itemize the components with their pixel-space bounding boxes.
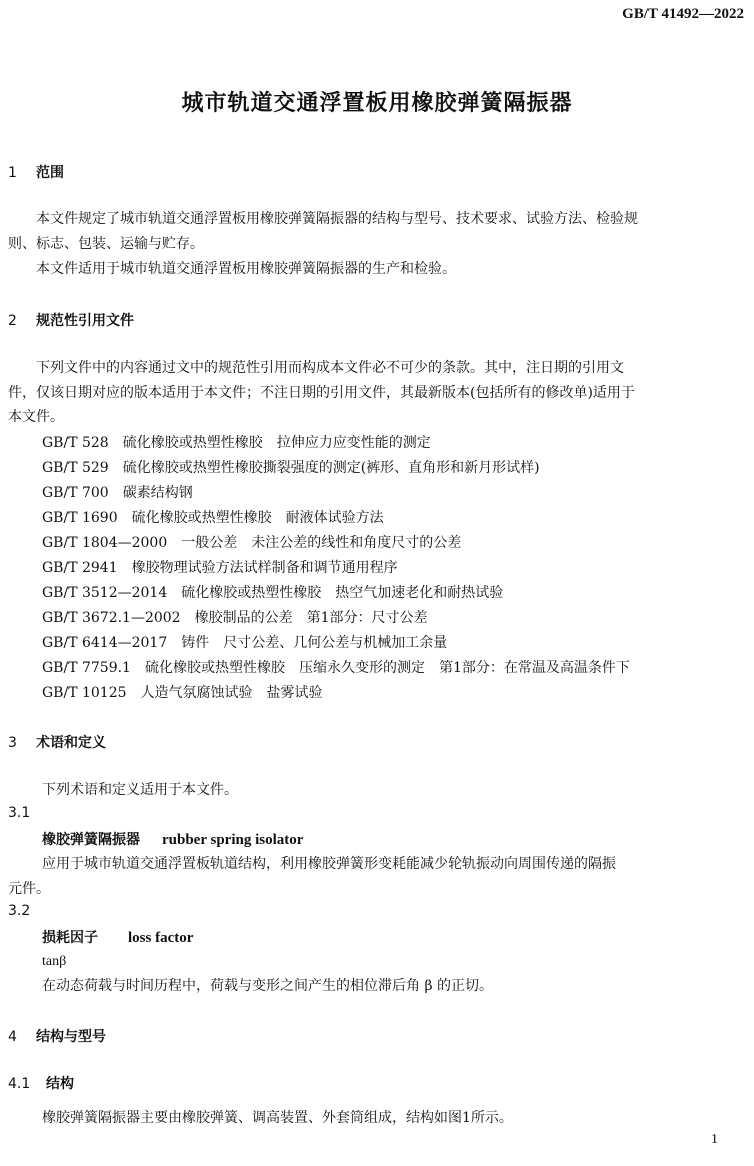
term-zh: 橡胶弹簧隔振器 <box>42 832 140 848</box>
section-title: 结构与型号 <box>36 1029 106 1045</box>
reference-item: GB/T 529 硫化橡胶或热塑性橡胶撕裂强度的测定(裤形、直角形和新月形试样) <box>42 460 540 476</box>
term-symbol: tanβ <box>42 954 67 969</box>
section-number: 1 <box>8 165 17 181</box>
page-number: 1 <box>711 1132 718 1147</box>
section-title: 规范性引用文件 <box>36 313 134 329</box>
reference-item: GB/T 2941 橡胶物理试验方法试样制备和调节通用程序 <box>42 560 398 576</box>
term-number: 3.1 <box>8 805 31 821</box>
reference-item: GB/T 7759.1 硫化橡胶或热塑性橡胶 压缩永久变形的测定 第1部分：在常温及高温条件下 <box>42 660 630 676</box>
paragraph: 下列术语和定义适用于本文件。 <box>42 782 238 798</box>
paragraph: 本文件规定了城市轨道交通浮置板用橡胶弹簧隔振器的结构与型号、技术要求、试验方法、检验规 <box>36 211 638 227</box>
definition: 在动态荷载与时间历程中，荷载与变形之间产生的相位滞后角 β 的正切。 <box>42 978 493 994</box>
paragraph: 则、标志、包装、运输与贮存。 <box>8 236 204 252</box>
section-4-heading <box>8 1026 106 1046</box>
section-title: 术语和定义 <box>36 735 106 751</box>
subsection-title: 结构 <box>46 1076 74 1092</box>
section-2-heading <box>8 310 134 330</box>
reference-item: GB/T 528 硫化橡胶或热塑性橡胶 拉伸应力应变性能的测定 <box>42 435 431 451</box>
reference-item: GB/T 10125 人造气氛腐蚀试验 盐雾试验 <box>42 685 323 701</box>
term-en: rubber spring isolator <box>162 832 304 848</box>
section-number: 4 <box>8 1029 17 1045</box>
definition: 应用于城市轨道交通浮置板轨道结构，利用橡胶弹簧形变耗能减少轮轨振动向周围传递的隔振 <box>42 856 616 872</box>
section-title: 范围 <box>36 165 64 181</box>
section-3-heading <box>8 732 106 752</box>
subsection-4-1-heading <box>8 1073 74 1093</box>
paragraph: 本文件适用于城市轨道交通浮置板用橡胶弹簧隔振器的生产和检验。 <box>36 261 456 277</box>
term-zh: 损耗因子 <box>42 930 98 946</box>
term-entry <box>42 927 193 947</box>
paragraph: 本文件。 <box>8 409 64 425</box>
document-title: 城市轨道交通浮置板用橡胶弹簧隔振器 <box>181 91 573 116</box>
reference-item: GB/T 700 碳素结构钢 <box>42 485 193 501</box>
reference-item: GB/T 3512—2014 硫化橡胶或热塑性橡胶 热空气加速老化和耐热试验 <box>42 585 504 601</box>
term-entry <box>42 829 303 849</box>
standard-code: GB/T 41492—2022 <box>622 6 744 22</box>
paragraph: 下列文件中的内容通过文中的规范性引用而构成本文件必不可少的条款。其中，注日期的引用文 <box>36 360 624 376</box>
paragraph: 件，仅该日期对应的版本适用于本文件；不注日期的引用文件，其最新版本(包括所有的修改单)适用于 <box>8 385 635 401</box>
reference-item: GB/T 1690 硫化橡胶或热塑性橡胶 耐液体试验方法 <box>42 510 384 526</box>
section-number: 3 <box>8 735 17 751</box>
definition: 元件。 <box>8 881 50 897</box>
subsection-number: 4.1 <box>8 1076 31 1092</box>
term-number: 3.2 <box>8 903 31 919</box>
reference-item: GB/T 3672.1—2002 橡胶制品的公差 第1部分：尺寸公差 <box>42 610 428 626</box>
paragraph: 橡胶弹簧隔振器主要由橡胶弹簧、调高装置、外套筒组成，结构如图1所示。 <box>42 1110 513 1126</box>
term-en: loss factor <box>128 930 194 946</box>
section-number: 2 <box>8 313 17 329</box>
section-1-heading <box>8 162 64 182</box>
reference-item: GB/T 1804—2000 一般公差 未注公差的线性和角度尺寸的公差 <box>42 535 462 551</box>
reference-item: GB/T 6414—2017 铸件 尺寸公差、几何公差与机械加工余量 <box>42 635 448 651</box>
